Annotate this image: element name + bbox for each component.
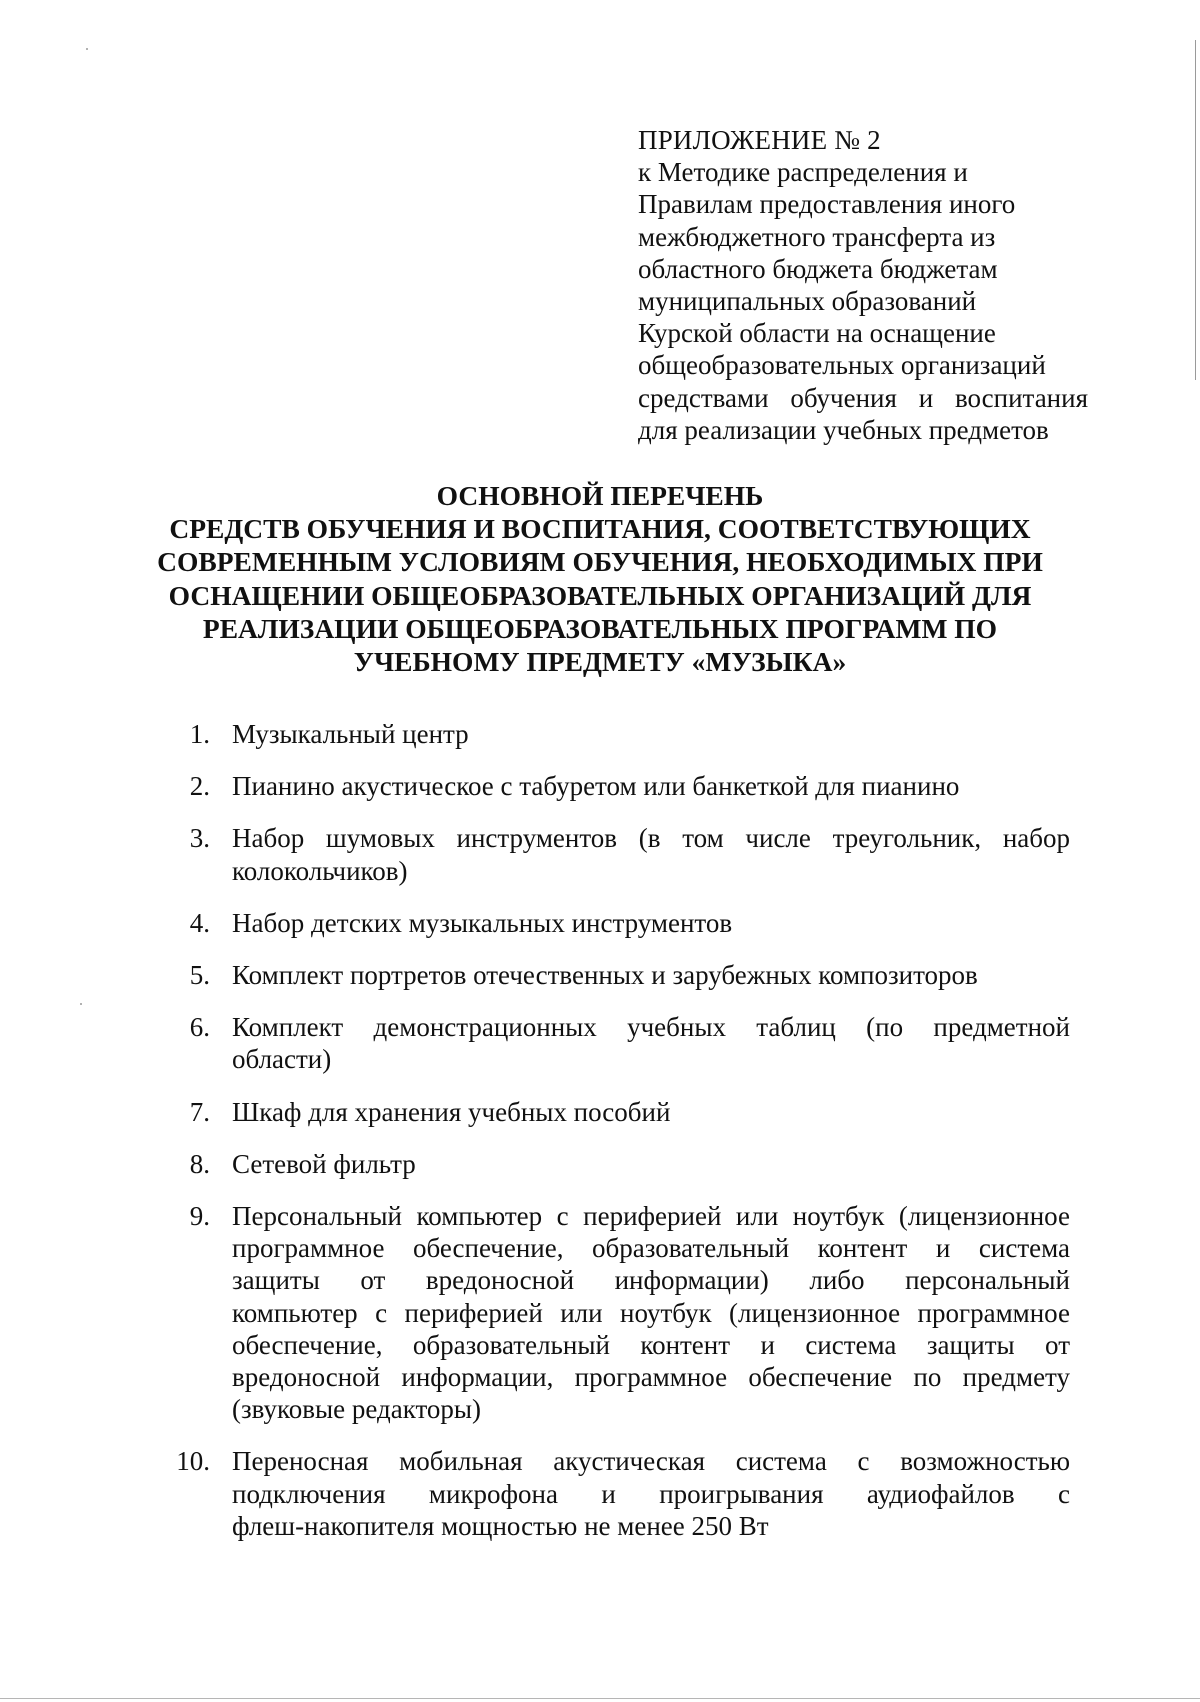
list-item: [160, 1445, 1070, 1542]
list-item-number: 2.: [189, 771, 210, 802]
list-item-line: Музыкальный центр: [232, 719, 469, 749]
list-item-text: [232, 907, 1070, 939]
list-item-line: Переносная мобильная акустическая система с возможностью: [232, 1446, 1070, 1477]
list-item-text: [232, 822, 1070, 886]
list-item-line: Сетевой фильтр: [232, 1148, 416, 1179]
list-item-line: Комплект демонстрационных учебных таблиц (по предметной: [232, 1012, 1070, 1043]
appendix-line: Правилам предоставления иного: [638, 189, 1016, 220]
list-item-line: колокольчиков): [232, 855, 408, 886]
list-item-number: 4.: [189, 907, 210, 938]
heading-line: РЕАЛИЗАЦИИ ОБЩЕОБРАЗОВАТЕЛЬНЫХ ПРОГРАММ ПО: [202, 612, 998, 644]
appendix-line: средствами обучения и воспитания: [638, 382, 1088, 413]
list-item-number: 9.: [189, 1201, 210, 1232]
list-item-number: 1.: [189, 719, 210, 749]
list-item-text: [232, 1200, 1070, 1425]
list-item-line: компьютер с периферией или ноутбук (лицензионное программное: [232, 1297, 1070, 1328]
list-item-number: 7.: [189, 1096, 210, 1127]
list-item-line: Набор детских музыкальных инструментов: [232, 907, 733, 938]
appendix-line: Курской области на оснащение: [638, 318, 996, 349]
appendix-line: межбюджетного трансферта из: [638, 221, 996, 252]
list-item-number: 8.: [189, 1148, 210, 1179]
appendix-line: муниципальных образований: [638, 286, 977, 317]
list-item-number: 10.: [176, 1446, 210, 1477]
list-item-line: Шкаф для хранения учебных пособий: [232, 1096, 671, 1127]
list-item-number: 3.: [189, 823, 210, 854]
list-item: [160, 907, 1070, 939]
list-item: [160, 1200, 1070, 1425]
scan-edge-line: [0, 1698, 1200, 1699]
list-item-text: [232, 1148, 1070, 1180]
list-item-text: [232, 718, 1070, 750]
appendix-block: [638, 124, 1088, 446]
list-item-text: [232, 959, 1070, 991]
scan-speck: [86, 48, 88, 50]
scan-edge-line: [1195, 40, 1196, 380]
appendix-title: ПРИЛОЖЕНИЕ № 2: [638, 125, 881, 155]
heading-line: ОСНАЩЕНИИ ОБЩЕОБРАЗОВАТЕЛЬНЫХ ОРГАНИЗАЦИЙ ДЛЯ: [168, 579, 1032, 611]
list-item: [160, 770, 1070, 802]
list-item-text: [232, 770, 1070, 802]
appendix-line: общеобразовательных организаций: [638, 350, 1046, 381]
appendix-line: к Методике распределения и: [638, 157, 968, 188]
list-item: [160, 1096, 1070, 1128]
scan-speck: [80, 1003, 82, 1005]
list-item: [160, 959, 1070, 991]
list-item-line: подключения микрофона и проигрывания аудиофайлов с: [232, 1478, 1070, 1509]
heading-line: СОВРЕМЕННЫМ УСЛОВИЯМ ОБУЧЕНИЯ, НЕОБХОДИМЫХ ПРИ: [157, 546, 1043, 578]
document-heading: [150, 479, 1050, 678]
equipment-list: [160, 718, 1070, 1562]
list-item-line: (звуковые редакторы): [232, 1394, 482, 1425]
list-item: [160, 1148, 1070, 1180]
list-item-number: 6.: [189, 1012, 210, 1043]
list-item: [160, 718, 1070, 750]
list-item-line: флеш-накопителя мощностью не менее 250 Вт: [232, 1510, 769, 1541]
list-item-line: Комплект портретов отечественных и зарубежных композиторов: [232, 960, 978, 991]
list-item-line: обеспечение, образовательный контент и система защиты от: [232, 1329, 1070, 1360]
list-item-text: [232, 1445, 1070, 1542]
list-item: [160, 1011, 1070, 1075]
list-item-line: Персональный компьютер с периферией или ноутбук (лицензионное: [232, 1201, 1070, 1232]
appendix-line: областного бюджета бюджетам: [638, 253, 998, 284]
list-item-line: Набор шумовых инструментов (в том числе треугольник, набор: [232, 823, 1070, 854]
list-item-line: защиты от вредоносной информации) либо персональный: [232, 1265, 1070, 1296]
list-item-line: программное обеспечение, образовательный контент и система: [232, 1233, 1070, 1264]
list-item-line: области): [232, 1044, 332, 1075]
heading-line: СРЕДСТВ ОБУЧЕНИЯ И ВОСПИТАНИЯ, СООТВЕТСТВУЮЩИХ: [169, 513, 1031, 545]
heading-line: УЧЕБНОМУ ПРЕДМЕТУ «МУЗЫКА»: [353, 646, 847, 678]
list-item-line: вредоносной информации, программное обеспечение по предмету: [232, 1362, 1070, 1393]
list-item-number: 5.: [189, 960, 210, 991]
list-item-line: Пианино акустическое с табуретом или банкеткой для пианино: [232, 771, 960, 802]
list-item: [160, 822, 1070, 886]
list-item-text: [232, 1096, 1070, 1128]
heading-line: ОСНОВНОЙ ПЕРЕЧЕНЬ: [436, 480, 764, 511]
appendix-line: для реализации учебных предметов: [638, 414, 1049, 445]
list-item-text: [232, 1011, 1070, 1075]
